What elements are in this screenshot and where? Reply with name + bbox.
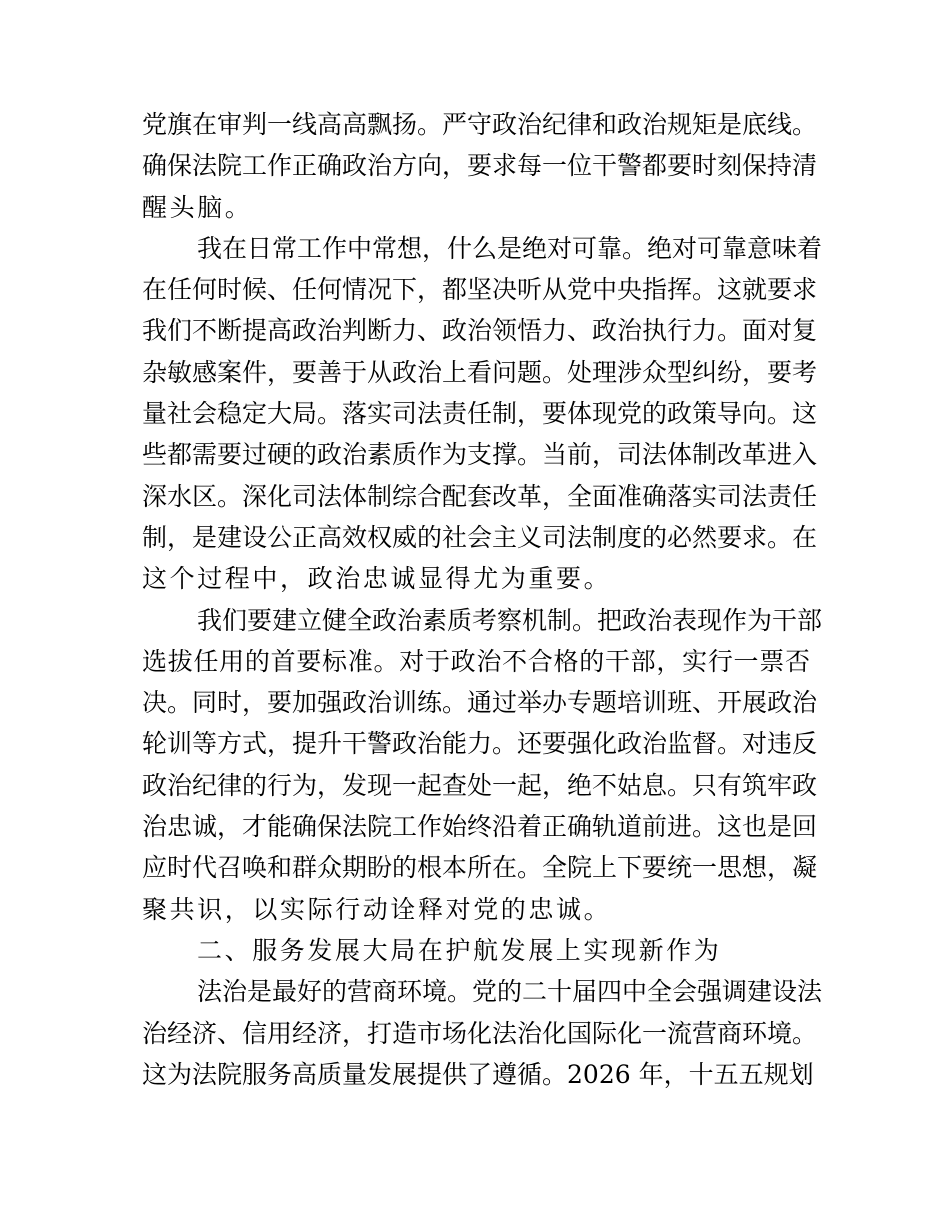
- text-line: 确保法院工作正确政治方向，要求每一位干警都要时刻保持清: [142, 151, 818, 181]
- paragraph-start-line: 我在日常工作中常想，什么是绝对可靠。绝对可靠意味着: [197, 233, 823, 263]
- text-line: 制，是建设公正高效权威的社会主义司法制度的必然要求。在: [142, 522, 818, 552]
- text-line: 我们不断提高政治判断力、政治领悟力、政治执行力。面对复: [142, 316, 818, 346]
- text-line: 在任何时候、任何情况下，都坚决听从党中央指挥。这就要求: [142, 275, 818, 305]
- paragraph-start-line: 我们要建立健全政治素质考察机制。把政治表现作为干部: [197, 605, 823, 635]
- section-heading: 二、服务发展大局在护航发展上实现新作为: [197, 935, 722, 965]
- text-line: 决。同时，要加强政治训练。通过举办专题培训班、开展政治: [142, 688, 818, 718]
- text-line: 应时代召唤和群众期盼的根本所在。全院上下要统一思想，凝: [142, 853, 818, 883]
- paragraph-start-line: 法治是最好的营商环境。党的二十届四中全会强调建设法: [197, 977, 823, 1007]
- text-line: 深水区。深化司法体制综合配套改革，全面准确落实司法责任: [142, 481, 818, 511]
- text-line: 醒头脑。: [142, 192, 253, 222]
- text-line: 这个过程中，政治忠诚显得尤为重要。: [142, 564, 612, 594]
- text-line: 杂敏感案件，要善于从政治上看问题。处理涉众型纠纷，要考: [142, 357, 818, 387]
- text-line: 治经济、信用经济，打造市场化法治化国际化一流营商环境。: [142, 1018, 818, 1048]
- document-page: [142, 104, 823, 1095]
- text-line: 聚共识，以实际行动诠释对党的忠诚。: [142, 894, 612, 924]
- text-line: 量社会稳定大局。落实司法责任制，要体现党的政策导向。这: [142, 399, 818, 429]
- text-line: 选拔任用的首要标准。对于政治不合格的干部，实行一票否: [142, 646, 810, 676]
- text-line: 轮训等方式，提升干警政治能力。还要强化政治监督。对违反: [142, 729, 818, 759]
- text-line: 些都需要过硬的政治素质作为支撑。当前，司法体制改革进入: [142, 440, 818, 470]
- text-line: 政治纪律的行为，发现一起查处一起，绝不姑息。只有筑牢政: [142, 770, 818, 800]
- text-line: 党旗在审判一线高高飘扬。严守政治纪律和政治规矩是底线。: [142, 110, 818, 139]
- text-line: 这为法院服务高质量发展提供了遵循。2026 年，十五五规划: [142, 1059, 814, 1089]
- text-line: 治忠诚，才能确保法院工作始终沿着正确轨道前进。这也是回: [142, 812, 818, 842]
